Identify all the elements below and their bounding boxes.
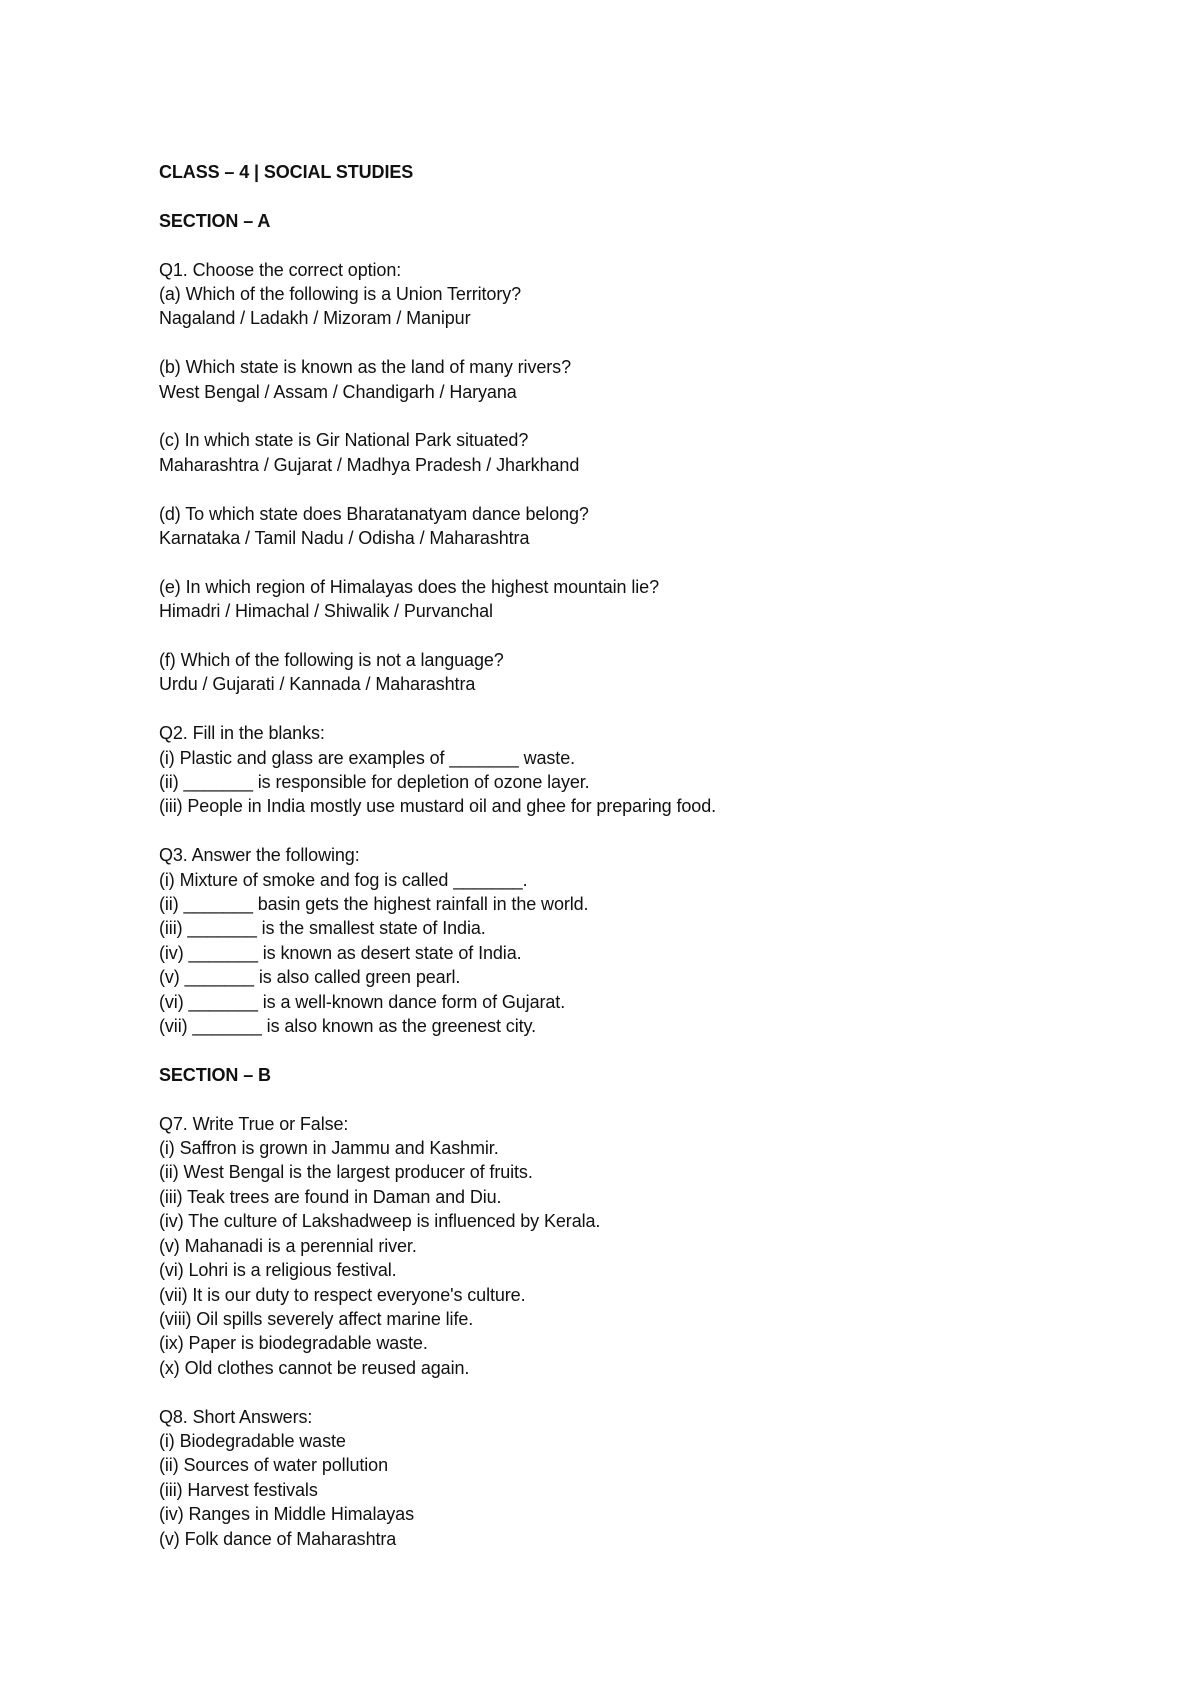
spacer — [159, 1038, 1139, 1062]
q7-item: (ii) West Bengal is the largest producer of fruits. — [159, 1162, 533, 1183]
q1-options: Urdu / Gujarati / Kannada / Maharashtra — [159, 674, 476, 695]
q3-item: (ii) _______ basin gets the highest rainfall in the world. — [159, 894, 589, 915]
q7-item: (iii) Teak trees are found in Daman and Diu. — [159, 1186, 502, 1207]
q8-item: (v) Folk dance of Maharashtra — [159, 1528, 397, 1549]
spacer — [159, 331, 1139, 355]
spacer — [159, 184, 1139, 208]
spacer — [159, 624, 1139, 648]
q1-question: (e) In which region of Himalayas does the highest mountain lie? — [159, 576, 659, 597]
q3-prompt: Q3. Answer the following: — [159, 845, 360, 866]
q3-item: (iv) _______ is known as desert state of India. — [159, 942, 522, 963]
spacer — [159, 550, 1139, 574]
spacer — [159, 1087, 1139, 1111]
q2-item: (ii) _______ is responsible for depletion of ozone layer. — [159, 772, 590, 793]
spacer — [159, 404, 1139, 428]
section-a-heading: SECTION – A — [159, 210, 271, 231]
q8-prompt: Q8. Short Answers: — [159, 1406, 313, 1427]
q2-item: (iii) People in India mostly use mustard oil and ghee for preparing food. — [159, 796, 717, 817]
q7-item: (viii) Oil spills severely affect marine life. — [159, 1308, 474, 1329]
document-page — [159, 160, 1139, 1551]
q3-item: (i) Mixture of smoke and fog is called _______. — [159, 869, 528, 890]
q7-item: (iv) The culture of Lakshadweep is influenced by Kerala. — [159, 1211, 601, 1232]
q2-item: (i) Plastic and glass are examples of _______ waste. — [159, 747, 576, 768]
q8-item: (iv) Ranges in Middle Himalayas — [159, 1504, 414, 1525]
q1-options: Karnataka / Tamil Nadu / Odisha / Maharashtra — [159, 528, 530, 549]
q1-options: Maharashtra / Gujarat / Madhya Pradesh / Jharkhand — [159, 454, 580, 475]
q1-options: Himadri / Himachal / Shiwalik / Purvanchal — [159, 601, 493, 622]
q7-item: (v) Mahanadi is a perennial river. — [159, 1235, 417, 1256]
spacer — [159, 1380, 1139, 1404]
q1-question: (c) In which state is Gir National Park situated? — [159, 430, 529, 451]
q1-options: Nagaland / Ladakh / Mizoram / Manipur — [159, 308, 471, 329]
q1-question: (b) Which state is known as the land of many rivers? — [159, 357, 571, 378]
spacer — [159, 233, 1139, 257]
q1-prompt: Q1. Choose the correct option: — [159, 259, 402, 280]
q1-question: (f) Which of the following is not a language? — [159, 650, 504, 671]
q7-item: (ix) Paper is biodegradable waste. — [159, 1333, 428, 1354]
spacer — [159, 477, 1139, 501]
q8-item: (iii) Harvest festivals — [159, 1479, 318, 1500]
q2-prompt: Q2. Fill in the blanks: — [159, 723, 325, 744]
section-b-heading: SECTION – B — [159, 1064, 271, 1085]
q3-item: (v) _______ is also called green pearl. — [159, 967, 461, 988]
q8-item: (ii) Sources of water pollution — [159, 1455, 389, 1476]
q3-item: (vii) _______ is also known as the greenest city. — [159, 1016, 536, 1037]
q7-item: (vii) It is our duty to respect everyone's culture. — [159, 1284, 526, 1305]
q3-item: (iii) _______ is the smallest state of India. — [159, 918, 486, 939]
q3-item: (vi) _______ is a well-known dance form of Gujarat. — [159, 991, 566, 1012]
q1-question: (a) Which of the following is a Union Territory? — [159, 284, 522, 304]
spacer — [159, 819, 1139, 843]
q8-item: (i) Biodegradable waste — [159, 1430, 346, 1451]
q7-prompt: Q7. Write True or False: — [159, 1113, 349, 1134]
q1-options: West Bengal / Assam / Chandigarh / Haryana — [159, 381, 517, 402]
page-title: CLASS – 4 | SOCIAL STUDIES — [159, 162, 414, 182]
spacer — [159, 697, 1139, 721]
q7-item: (x) Old clothes cannot be reused again. — [159, 1357, 470, 1378]
q1-question: (d) To which state does Bharatanatyam dance belong? — [159, 503, 589, 524]
q7-item: (vi) Lohri is a religious festival. — [159, 1260, 397, 1281]
q7-item: (i) Saffron is grown in Jammu and Kashmir. — [159, 1138, 499, 1159]
